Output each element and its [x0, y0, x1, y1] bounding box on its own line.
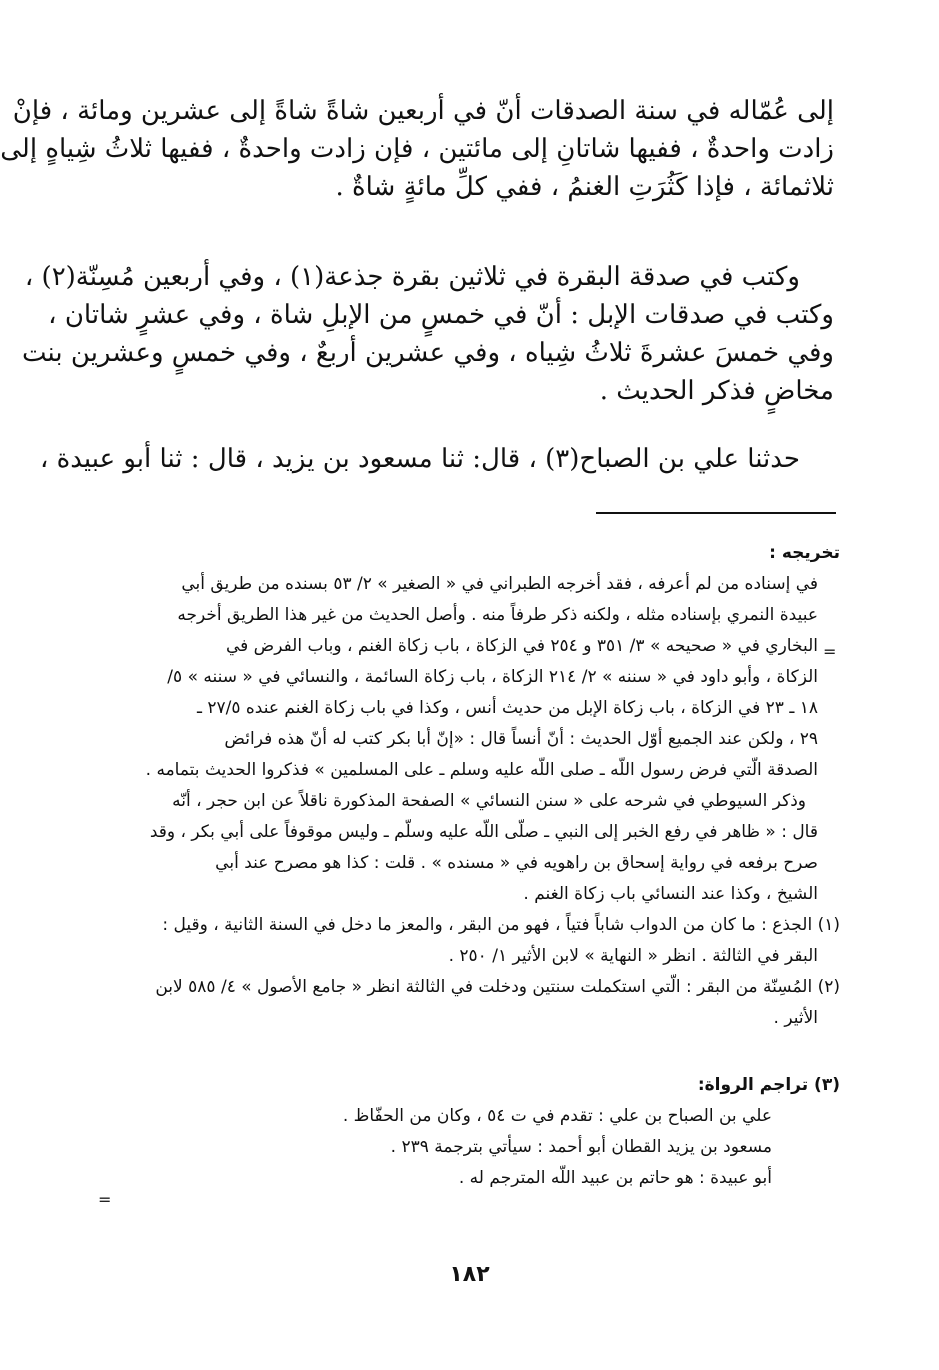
footnote-3-narrators	[106, 1070, 840, 1194]
note-line: البخاري في « صحيحه » ٣/ ٣٥١ و ٢٥٤ في الزكاة ، باب زكاة الغنم ، وباب الفرض في	[225, 636, 818, 656]
note-line: ٢٩ ، ولكن عند الجميع أوّل الحديث : أنّ أنساً قال : «إنّ أبا بكر كتب له أنّ هذه فرائض	[224, 729, 818, 749]
footnotes-takhrij	[106, 538, 840, 1034]
note-line: قال : « ظاهر في رفع الخبر إلى النبي ـ صلّى اللّه عليه وسلّم ـ وليس موقوفاً على أبي بكر ، وقد	[149, 822, 818, 842]
text-line: زادت واحدةٌ ، ففيها شاتانِ إلى مائتين ، فإن زادت واحدةٌ ، ففيها ثلاثُ شِياهٍ إلى	[0, 134, 834, 164]
note-line: الأثير .	[773, 1008, 818, 1028]
text-line: ثلاثمائة ، فإذا كَثُرَتِ الغنمُ ، ففي كلِّ مائةٍ شاةٌ .	[335, 172, 834, 202]
note-line: الشيخ ، وكذا عند النسائي باب زكاة الغنم .	[523, 884, 818, 904]
note-line: عبيدة النمري بإسناده مثله ، ولكنه ذكر طرفاً منه . وأصل الحديث من غير هذا الطريق أخرجه	[177, 605, 818, 625]
narrator-line: مسعود بن يزيد القطان أبو أحمد : سيأتي بترجمة ٢٣٩ .	[390, 1137, 772, 1157]
margin-mark: =	[98, 1190, 112, 1209]
note-line: صرح برفعه في رواية إسحاق بن راهويه في « مسنده » . قلت : كذا هو مصرح عند أبي	[215, 853, 818, 873]
footnote-1: (١) الجذع : ما كان من الدواب شاباً فتياً ، فهو من البقر ، والمعز ما دخل في السنة الثانية ، وقيل :	[162, 915, 840, 935]
text-line: وفي خمسَ عشرةَ ثلاثُ شِياه ، وفي عشرين أربعٌ ، وفي خمسٍ وعشرين بنت	[22, 338, 834, 368]
text-line: وكتب في صدقة البقرة في ثلاثين بقرة جذعة(١) ، وفي أربعين مُسِنّة(٢) ،	[24, 262, 800, 292]
note-line: الزكاة ، وأبو داود في « سننه » ٢/ ٢١٤ الزكاة ، باب زكاة السائمة ، والنسائي في « سننه » ٥/	[167, 667, 818, 687]
main-paragraph-2	[22, 258, 834, 410]
margin-mark: =	[823, 642, 837, 661]
text-line: حدثنا علي بن الصباح(٣) ، قال: ثنا مسعود بن يزيد ، قال : ثنا أبو عبيدة ،	[39, 444, 800, 474]
narrator-line: علي بن الصباح بن علي : تقدم في ت ٥٤ ، وكان من الحفّاظ .	[342, 1106, 772, 1126]
footnote-separator	[596, 512, 836, 514]
text-line: وكتب في صدقات الإبل : أنّ في خمسٍ من الإبلِ شاة ، وفي عشرٍ شاتان ،	[48, 300, 834, 330]
takhrij-heading: تخريجه :	[769, 543, 840, 563]
note-line: وذكر السيوطي في شرحه على « سنن النسائي » الصفحة المذكورة ناقلاً عن ابن حجر ، أنّه	[172, 791, 806, 811]
note-line: في إسناده من لم أعرفه ، فقد أخرجه الطبراني في « الصغير » ٢/ ٥٣ بسنده من طريق أبي	[181, 574, 818, 594]
text-line: مخاضٍ فذكر الحديث .	[599, 376, 834, 406]
note-line: ١٨ ـ ٢٣ في الزكاة ، باب زكاة الإبل من حديث أنس ، وكذا في باب زكاة الغنم عنده ٢٧/٥ ـ	[196, 698, 818, 718]
note-line: الصدقة الّتي فرض رسول اللّه ـ صلى اللّه عليه وسلم ـ على المسلمين » فذكروا الحديث بتمامه .	[145, 760, 818, 780]
footnote-2: (٢) المُسِنّة من البقر : الّتي استكملت سنتين ودخلت في الثالثة انظر « جامع الأصول » ٤/ ٥٨٥ لابن	[155, 977, 840, 997]
note-line: البقر في الثالثة . انظر « النهاية » لابن الأثير ١/ ٢٥٠ .	[448, 946, 818, 966]
tarajim-heading: (٣) تراجم الرواة:	[697, 1075, 840, 1095]
narrator-line: أبو عبيدة : هو حاتم بن عبيد اللّه المترجم له .	[458, 1168, 772, 1188]
page-number: ١٨٢	[449, 1262, 490, 1287]
main-paragraph-3	[39, 440, 834, 478]
main-paragraph-1	[0, 92, 834, 206]
text-line: إلى عُمّاله في سنة الصدقات أنّ في أربعين شاةً شاةً إلى عشرين ومائة ، فإنْ	[12, 96, 834, 126]
